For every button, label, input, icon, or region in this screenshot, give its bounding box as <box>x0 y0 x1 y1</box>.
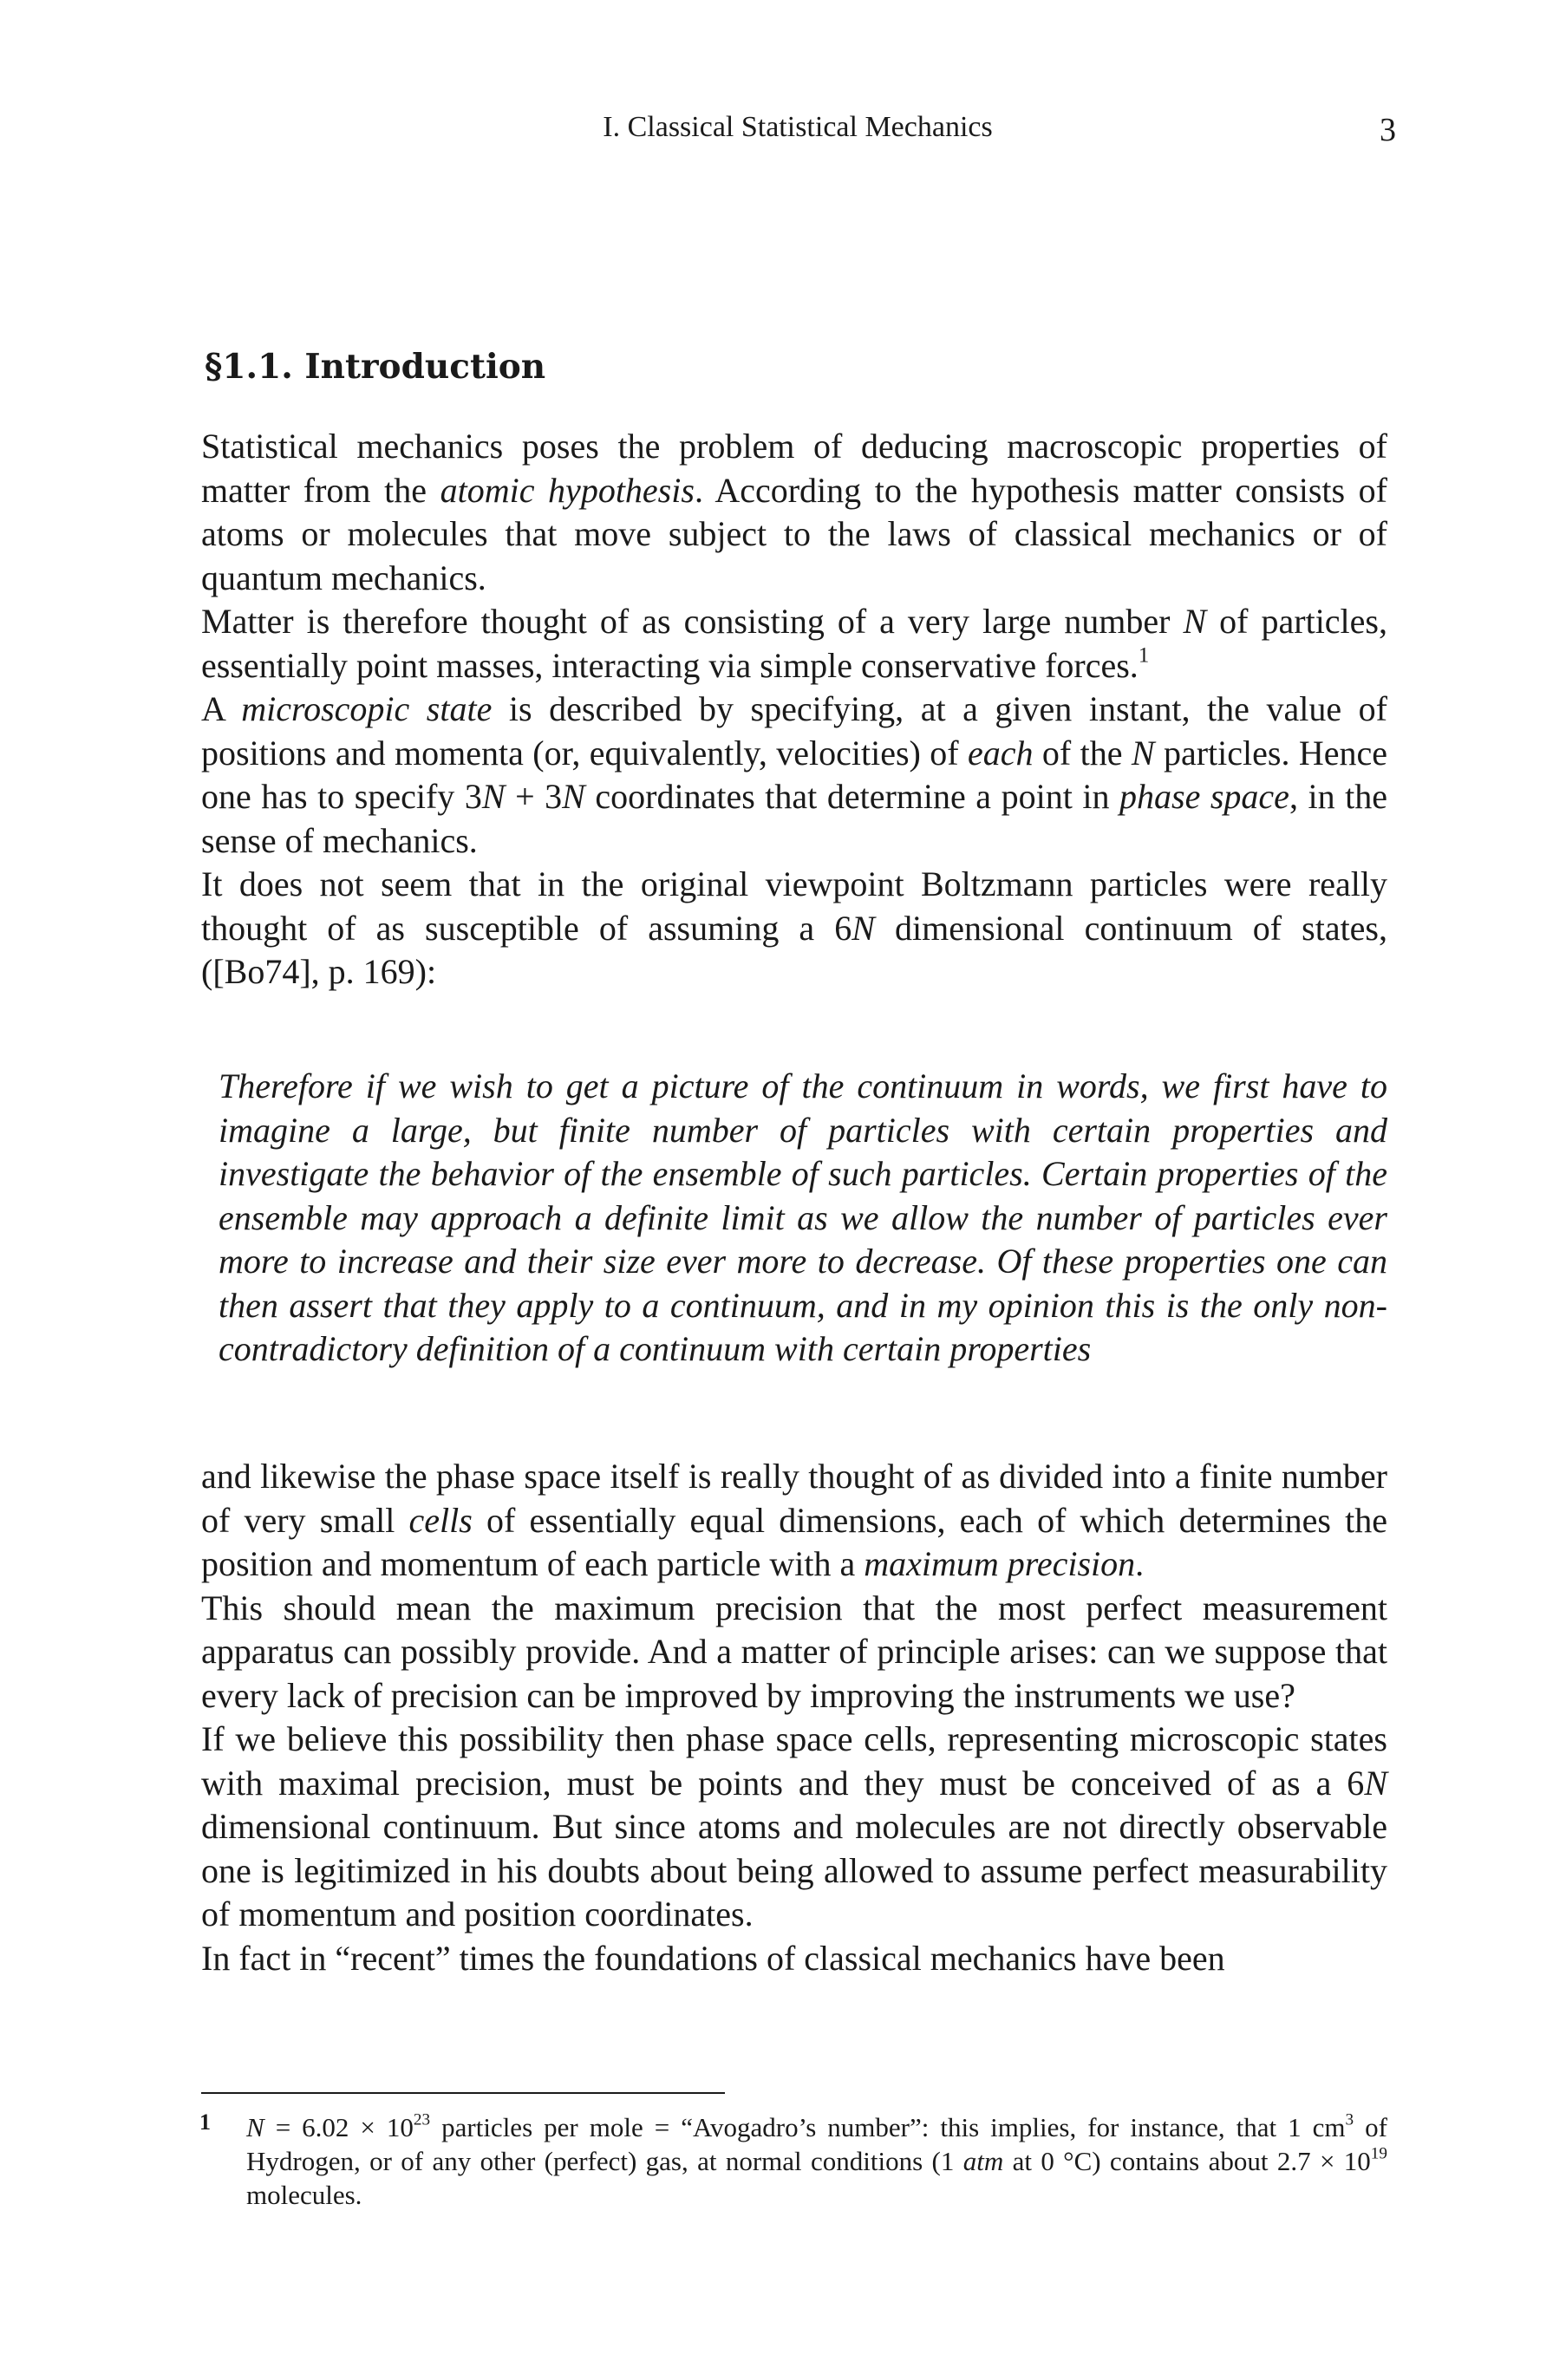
text-run: dimensional continuum. But since atoms and molecules are not directly observable one is legitimized in his doubts about being allowed to assume perfect measurability of momentum and position coordinates. <box>201 1807 1387 1933</box>
text-run: If we believe this possibility then phase space cells, representing microscopic states with maximal precision, must be points and they must be conceived of as a 6 <box>201 1719 1387 1803</box>
italic-text: microscopic state <box>241 689 493 728</box>
italic-text: atomic hypothesis <box>440 470 695 510</box>
text-run: at 0 °C) contains about 2.7 × 10 <box>1003 2146 1371 2176</box>
paragraph <box>201 1937 1387 1981</box>
superscript: 19 <box>1370 2144 1387 2163</box>
paragraph <box>201 1718 1387 1937</box>
text-run: particles. Hence one has to specify 3 <box>201 733 1388 816</box>
italic-text: N <box>1183 602 1207 641</box>
text-run: of Hydrogen, or of any other (perfect) gas, at normal conditions (1 <box>246 2112 1387 2176</box>
superscript: 3 <box>1345 2110 1354 2129</box>
italic-text: each <box>967 733 1034 773</box>
italic-text: N <box>246 2112 264 2142</box>
paragraph <box>201 688 1387 863</box>
text-run: , in the sense of mechanics. <box>201 777 1387 860</box>
italic-text: maximum precision <box>864 1544 1136 1583</box>
text-run: dimensional continuum of states, ([Bo74], p. 169): <box>201 908 1388 991</box>
body-text-top <box>201 334 1387 994</box>
footnote <box>201 2110 1387 2212</box>
section-title: §1.1. Introduction <box>205 347 546 387</box>
text-run: particles per mole = “Avogadro’s number”: this implies, for instance, that 1 cm <box>430 2112 1346 2142</box>
text-run: Statistical mechanics poses the problem of deducing macroscopic properties of matter from the <box>201 427 1387 510</box>
text-run: and likewise the phase space itself is really thought of as divided into a finite number of very small <box>201 1457 1387 1540</box>
paragraph <box>201 1455 1387 1587</box>
paragraph <box>201 600 1387 688</box>
body-text-bottom <box>201 1455 1387 1980</box>
superscript: 23 <box>413 2110 431 2129</box>
text-run: coordinates that determine a point in <box>584 777 1119 816</box>
text-run: of particles, essentially point masses, interacting via simple conservative forces. <box>201 602 1387 685</box>
footnote-mark: 1 <box>199 2109 211 2135</box>
footnote-rule <box>201 2092 725 2094</box>
text-run: = 6.02 × 10 <box>264 2112 414 2142</box>
running-title: I. Classical Statistical Mechanics <box>603 111 993 143</box>
text-run: A <box>201 689 242 728</box>
italic-text: N <box>1364 1763 1387 1803</box>
paragraphs-top <box>201 425 1387 994</box>
italic-text: N <box>852 908 875 948</box>
text-run: Matter is therefore thought of as consisting of a very large number <box>201 602 1184 641</box>
italic-text: atm <box>962 2146 1004 2176</box>
italic-text: N <box>481 777 506 816</box>
paragraphs-bottom <box>201 1455 1387 1980</box>
italic-text: cells <box>408 1500 473 1540</box>
page-number: 3 <box>1380 112 1396 148</box>
italic-text: phase space <box>1119 777 1289 816</box>
italic-text: N <box>562 777 585 816</box>
superscript: 1 <box>1138 643 1150 668</box>
paragraph <box>201 425 1387 600</box>
text-run: of essentially equal dimensions, each of which determines the position and momentum of each particle with a <box>201 1500 1387 1583</box>
paragraph <box>201 1587 1387 1718</box>
text-run: is described by specifying, at a given instant, the value of positions and momenta (or, equivalently, velocities) of <box>201 689 1387 773</box>
block-quote: Therefore if we wish to get a picture of the continuum in words, we first have to imagine a large, but finite number of particles with certain properties and investigate the behavior of the ensemble of such particles. Certain properties of the ensemble may approach a definite limit as we allow the number of particles ever more to increase and their size ever more to decrease. Of these properties one can then assert that they apply to a continuum, and in my opinion this is the only non-contradictory definition of a continuum with certain properties <box>219 1066 1387 1368</box>
text-run: + 3 <box>505 777 563 816</box>
running-header <box>199 111 1396 154</box>
text-run: . <box>1135 1544 1145 1583</box>
text-run: It does not seem that in the original viewpoint Boltzmann particles were really thought of as susceptible of assuming a 6 <box>201 864 1387 948</box>
text-run: This should mean the maximum precision that the most perfect measurement apparatus can possibly provide. And a matter of principle arises: can we suppose that every lack of precision can be improved by improving the instruments we use? <box>201 1588 1387 1715</box>
paragraph <box>201 863 1387 994</box>
text-run: of the <box>1033 733 1132 773</box>
footnote-text <box>246 2110 1387 2212</box>
text-run: molecules. <box>246 2180 362 2210</box>
text-run: . According to the hypothesis matter consists of atoms or molecules that move subject to the laws of classical mechanics or of quantum mechanics. <box>201 470 1388 597</box>
italic-text: N <box>1131 733 1155 773</box>
text-run: In fact in “recent” times the foundations of classical mechanics have been <box>201 1938 1225 1978</box>
